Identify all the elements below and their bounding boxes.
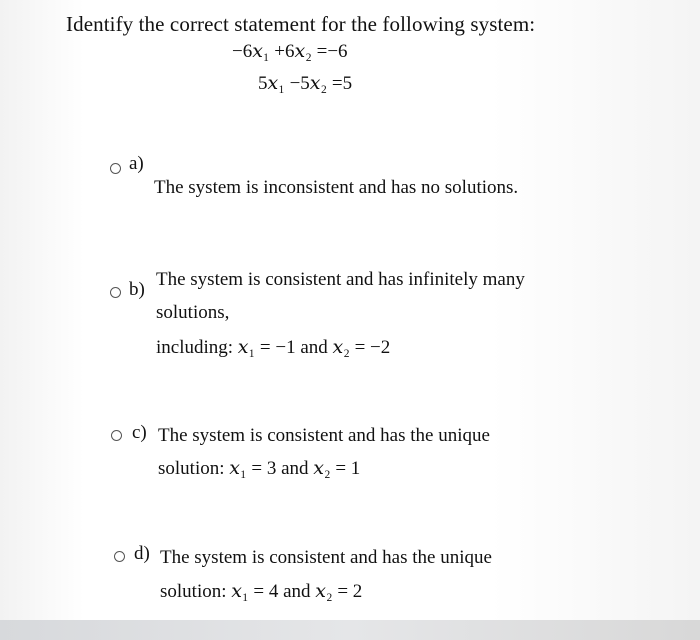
radio-option-c[interactable] [111, 430, 122, 441]
option-c-letter: c) [132, 422, 147, 443]
radio-option-b[interactable] [110, 287, 121, 298]
option-a-letter: a) [129, 153, 144, 174]
option-b-line2: solutions, [156, 302, 230, 323]
option-b-letter: b) [129, 279, 145, 300]
bottom-edge-band [0, 620, 700, 640]
equation-1: −6𝑥₁ +6𝑥₂ =−6 [232, 41, 348, 62]
option-c-line1[interactable]: The system is consistent and has the unique [158, 425, 490, 446]
equation-2: 5𝑥₁ −5𝑥₂ =5 [258, 73, 353, 94]
option-d-letter: d) [134, 543, 150, 564]
option-b-line3: including: 𝑥₁ = −1 and 𝑥₂ = −2 [156, 337, 391, 358]
option-d-line2: solution: 𝑥₁ = 4 and 𝑥₂ = 2 [160, 581, 363, 602]
option-b-line1[interactable]: The system is consistent and has infinitely many [156, 269, 525, 290]
question-prompt: Identify the correct statement for the following system: [66, 12, 536, 36]
option-d-line1[interactable]: The system is consistent and has the unique [160, 547, 492, 568]
radio-option-a[interactable] [110, 163, 121, 174]
radio-option-d[interactable] [114, 551, 125, 562]
option-c-line2: solution: 𝑥₁ = 3 and 𝑥₂ = 1 [158, 458, 361, 479]
option-a-text[interactable]: The system is inconsistent and has no solutions. [154, 177, 519, 198]
